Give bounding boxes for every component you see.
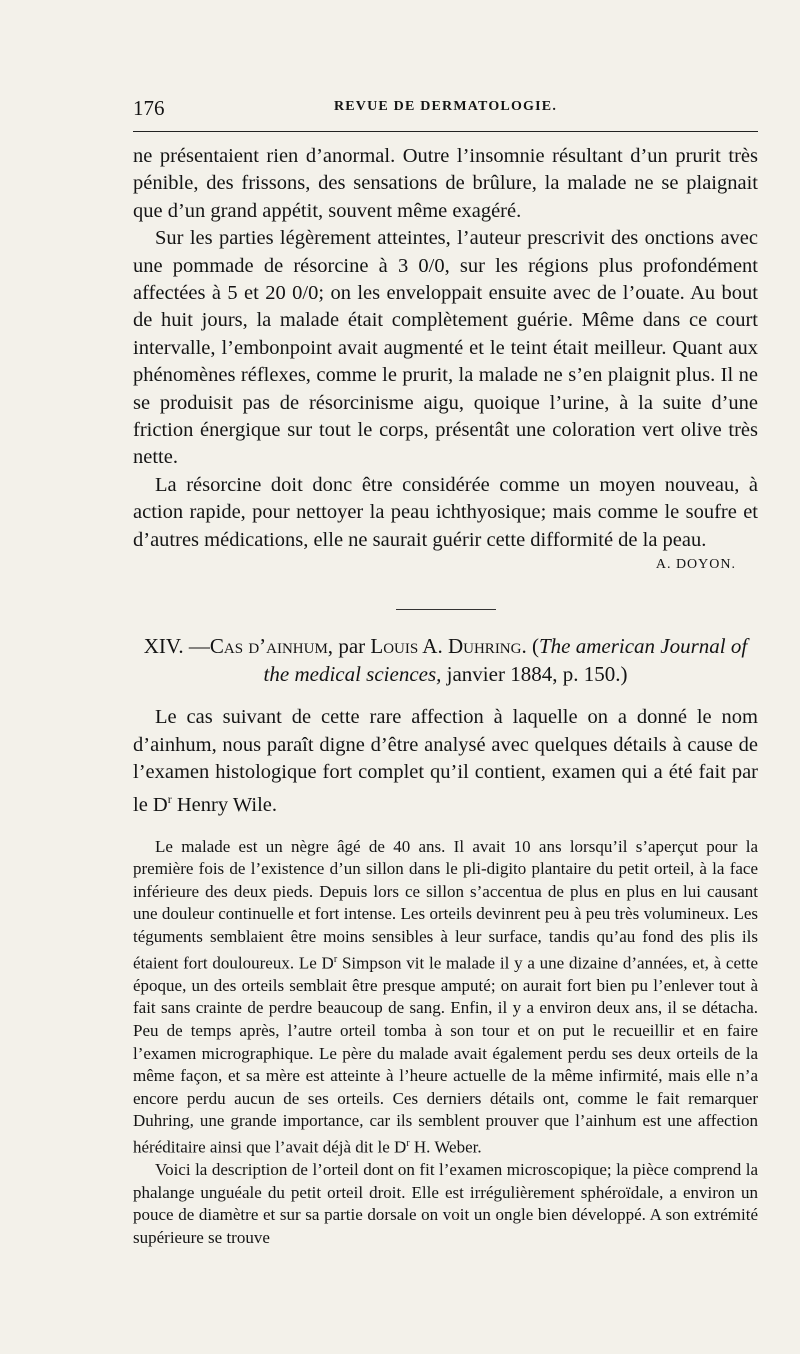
entry-date: janvier 1884, p. 150.) [441,662,628,687]
entry-number: XIV. — [143,634,210,659]
case-sup-1: r [333,953,338,965]
paragraph-description: Voici la description de l’orteil dont on fit l’examen microscopique; la pièce comprend la phalange unguéale du petit orteil droit. Elle est irrégulièrement sphéroïdale, a environ un pouce de diamètre et sur sa partie dorsale on voit un ongle bien développé. A son extrémité supérieure se trouve [133,1160,758,1247]
signature: A. DOYON. [655,557,736,573]
entry-journal: The american Journal of the medical sciences, [263,634,748,687]
paragraph-continuation: ne présentaient rien d’anormal. Outre l’insomnie résultant d’un prurit très pénible, des frissons, des sensations de brûlure, la malade ne se plaignait que d’un grand appétit, souvent même exagéré. [133,145,758,222]
case-text-2: Simpson vit le malade il y a une dizaine d’années, et, à cette époque, un des orteils semblait être presque amputé; on aurait fort bien pu l’enlever tout à fait sans crainte de perdre beaucoup de sang. Enfin, il y a environ deux ans, il se détacha. Peu de temps après, l’autre orteil tomba à son tour et on put le recueillir et en faire l’examen micrographique. Le père du malade avait également perdu ses deux orteils de la même façon, et sa mère est atteinte à l’heure actuelle de la même infirmité, mais elle n’a encore perdu aucun de ses orteils. Ces derniers détails ont, comme le fait remarquer Duhring, une grande importance, car ils semblent prouver que l’ainhum est une affection héréditaire ainsi que l’avait déjà dit le D [133,953,758,1157]
paragraph-case [133,836,758,1160]
section-divider [396,609,496,610]
paragraph-treatment: Sur les parties légèrement atteintes, l’auteur prescrivit des onctions avec une pommade de résorcine à 3 0/0, sur les régions plus profondément affectées à 5 et 20 0/0; on les enveloppait ensuite avec de l’ouate. Au bout de huit jours, la malade était complètement guérie. Même dans ce court intervalle, l’embonpoint avait augmenté et le teint était meilleur. Quant aux phénomènes réflexes, comme le prurit, la malade ne s’en plaignit plus. Il ne se produisit pas de résorcinisme aigu, quoique l’urine, à la suite d’une friction énergique sur tout le corps, présentât une coloration vert olive très nette. [133,227,758,469]
intro-sup: r [167,792,172,807]
header-rule [133,131,758,132]
body-text [133,143,758,1250]
entry-journal-open: ( [526,634,539,659]
entry-author: Louis A. Duhring. [370,634,527,659]
small-print-block [133,836,758,1250]
entry-by: par [333,634,371,659]
case-sup-2: r [406,1137,410,1149]
entry-title [133,632,758,688]
entry-article-title: Cas d’ainhum, [209,634,334,659]
page-number: 176 [133,96,165,120]
intro-text: Le cas suivant de cette rare affection à laquelle on a donné le nom d’ainhum, nous paraît digne d’être analysé avec quelques détails à cause de l’examen histologique fort complet qu’il contient, examen qui a été fait par le D [133,706,758,817]
running-head: REVUE DE DERMATOLOGIE. [333,99,558,114]
case-text-1: Le malade est un nègre âgé de 40 ans. Il avait 10 ans lorsqu’il s’aperçut pour la première fois de l’existence d’un sillon dans le pli-digito plantaire du petit orteil, à la face inférieure des deux pieds. Depuis lors ce sillon s’accentua de plus en plus en lui causant une douleur continuelle et fort intense. Les orteils devinrent peu à peu très volumineux. Les téguments semblaient être moins sensibles à leur surface, tandis qu’au fond des plis ils étaient fort douloureux. Le D [133,836,758,973]
intro-text-end: Henry Wile. [171,794,277,817]
case-text-3: H. Weber. [409,1137,482,1157]
paragraph-conclusion: La résorcine doit donc être considérée comme un moyen nouveau, à action rapide, pour nettoyer la peau ichthyosique; mais comme le soufre et d’autres médications, elle ne saurait guérir cette difformité de la peau. [133,473,758,551]
page-header [133,96,758,122]
paragraph-intro [133,704,758,819]
